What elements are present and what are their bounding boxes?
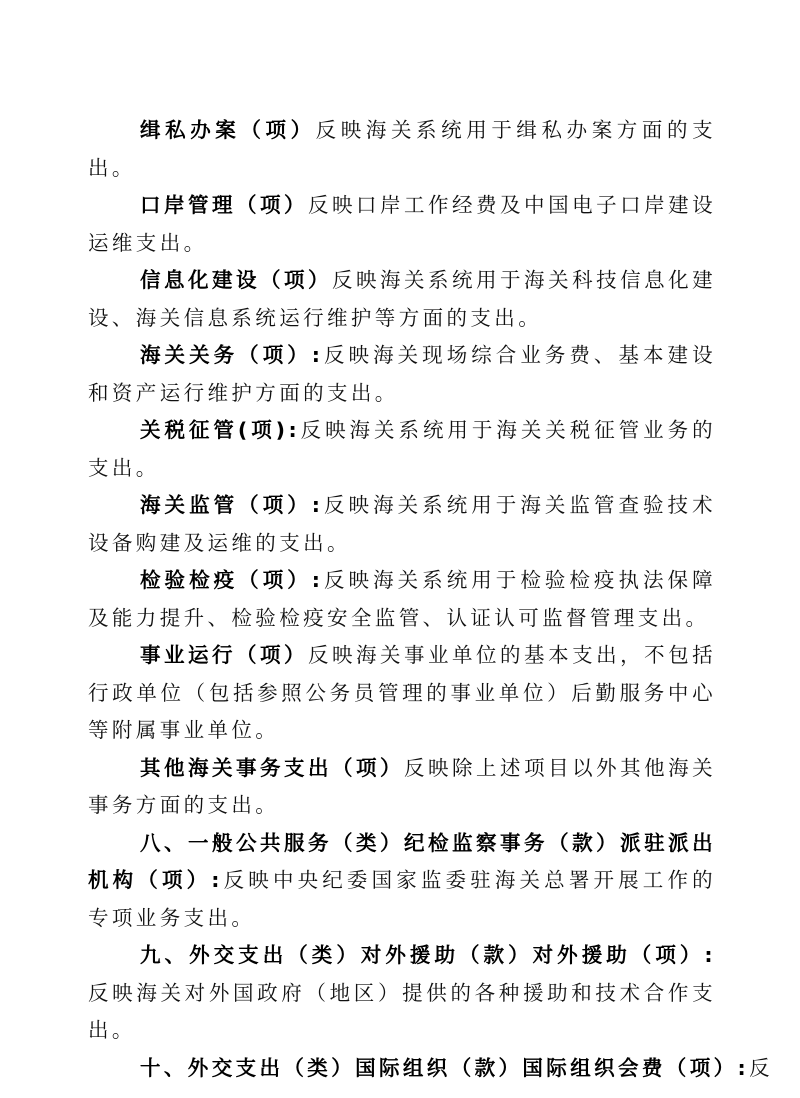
paragraph-text: 反映中央纪委国家监委驻海关总署开展工作的专项业务支出。 [88, 868, 717, 930]
paragraph-heading: 其他海关事务支出（项） [140, 755, 405, 780]
paragraph-heading: 检验检疫（项）: [140, 568, 324, 592]
paragraph-text: 反映海关对外国政府（地区）提供的各种援助和技术合作支出。 [88, 980, 716, 1042]
paragraph-heading: 十、外交支出（类）国际组织（款）国际组织会费（项）: [140, 1055, 750, 1080]
paragraph-heading: 关税征管(项): [140, 418, 301, 442]
paragraph-heading: 九、外交支出（类）对外援助（款）对外援助（项）: [140, 943, 716, 967]
paragraph-inspection-quarantine [88, 562, 716, 637]
paragraph-text: 反映海关系统用于海关科技信息化建设、海关信息系统运行维护等方面的支出。 [88, 268, 716, 330]
paragraph-heading: 口岸管理（项） [140, 193, 309, 217]
paragraph-text: 反映除上述项目以外其他海关事务方面的支出。 [88, 755, 716, 817]
paragraph-section-ten [88, 1050, 774, 1088]
paragraph-text: 反映海关系统用于海关关税征管业务的支出。 [88, 418, 716, 480]
document-body [88, 112, 774, 1087]
paragraph-text: 反映海关现场综合业务费、基本建设和资产运行维护方面的支出。 [88, 343, 716, 405]
paragraph-heading: 海关关务（项）: [140, 343, 324, 367]
paragraph-section-eight [88, 825, 716, 938]
paragraph-tariff-collection [88, 412, 716, 487]
paragraph-informatization [88, 262, 716, 337]
paragraph-customs-supervision [88, 487, 716, 562]
paragraph-text: 反映海关事业单位的基本支出，不包括行政单位（包括参照公务员管理的事业单位）后勤服务中心等附属事业单位。 [88, 643, 716, 742]
paragraph-institution-operation [88, 637, 716, 750]
paragraph-heading: 事业运行（项） [140, 643, 309, 667]
paragraph-port-management [88, 187, 716, 262]
paragraph-heading: 八、一般公共服务（类）纪检监察事务（款）派驻派出机构（项）: [88, 830, 716, 892]
paragraph-text: 反映海关系统用于检验检疫执法保障及能力提升、检验检疫安全监管、认证认可监督管理支出。 [88, 568, 716, 630]
paragraph-anti-smuggling [88, 112, 716, 187]
paragraph-text: 反映海关系统用于缉私办案方面的支出。 [88, 118, 716, 180]
paragraph-heading: 缉私办案（项） [140, 118, 316, 142]
paragraph-section-nine [88, 937, 716, 1050]
paragraph-heading: 信息化建设（项） [140, 268, 333, 292]
paragraph-heading: 海关监管（项）: [140, 493, 324, 517]
paragraph-text: 反映口岸工作经费及中国电子口岸建设运维支出。 [88, 193, 716, 255]
paragraph-text: 反 [749, 1055, 774, 1080]
paragraph-other-customs-expenditure [88, 750, 716, 825]
paragraph-text: 反映海关系统用于海关监管查验技术设备购建及运维的支出。 [88, 493, 716, 555]
paragraph-customs-affairs [88, 337, 716, 412]
